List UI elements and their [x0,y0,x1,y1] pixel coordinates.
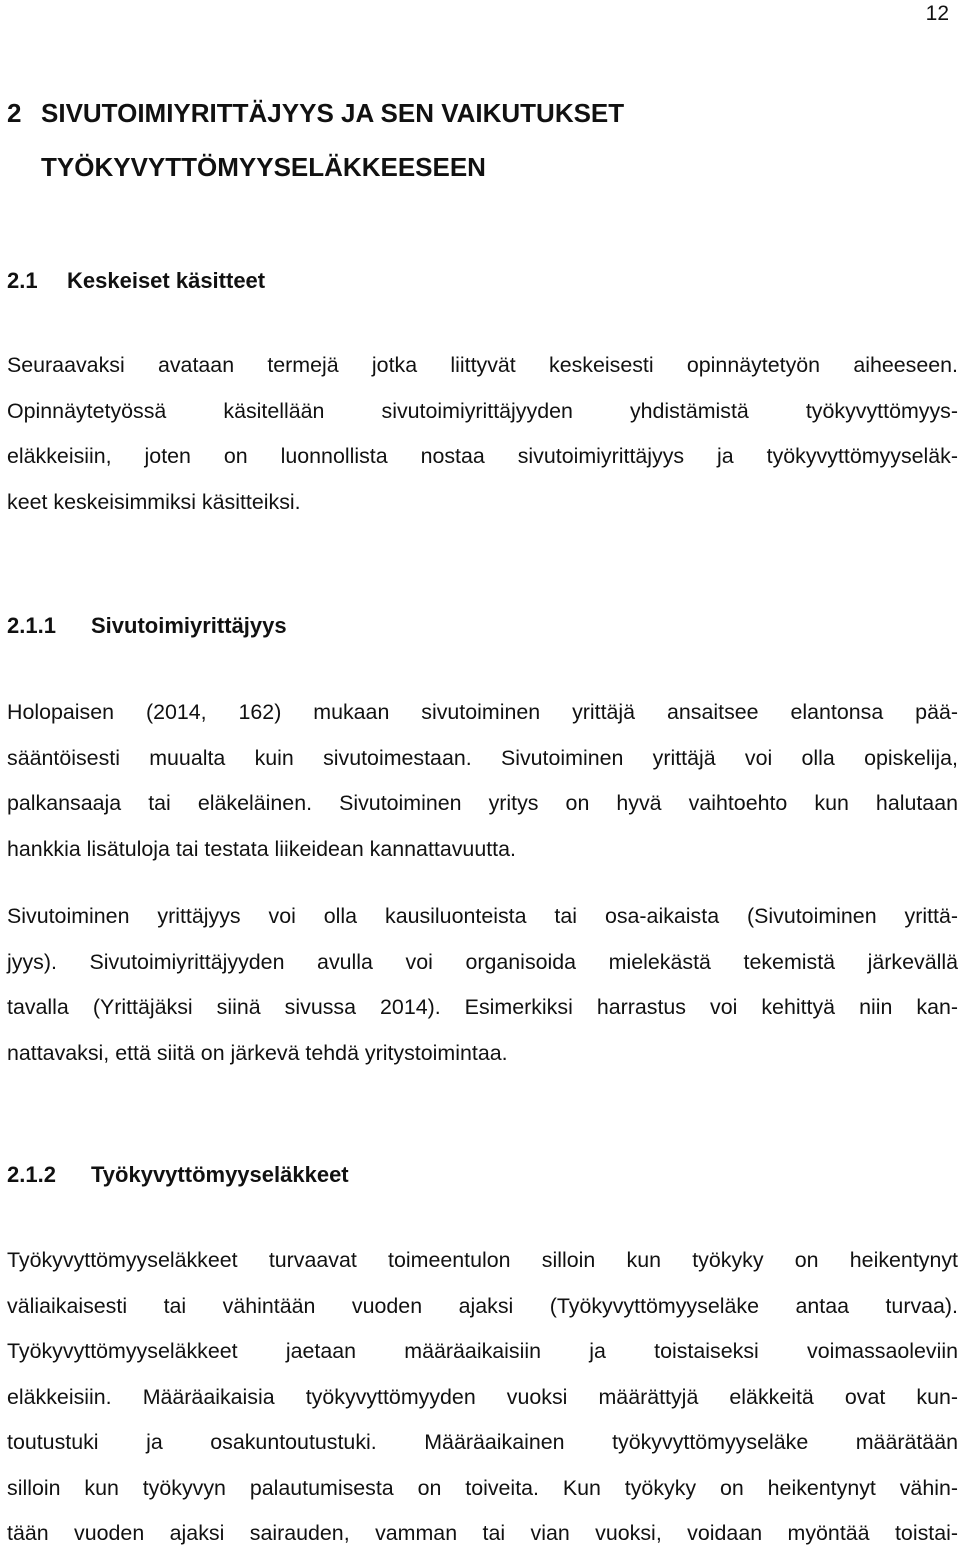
paragraph-line: eläkkeisiin, joten on luonnollista nostaa sivutoimiyrittäjyys ja työkyvyttömyyseläk- [7,444,958,468]
paragraph-line: väliaikaisesti tai vähintään vuoden ajaksi (Työkyvyttömyyseläke antaa turvaa). [7,1293,958,1318]
sivutoimi-paragraph-2 [7,894,958,1076]
page-number: 12 [925,2,949,25]
paragraph-line: sääntöisesti muualta kuin sivutoimestaan. Sivutoiminen yrittäjä voi olla opiskelija, [7,745,958,770]
intro-paragraph [7,343,958,525]
paragraph-line: toutustuki ja osakuntoutustuki. Määräaikainen työkyvyttömyyseläke määrätään [7,1430,958,1454]
subsection-heading-2 [7,1162,349,1188]
paragraph-line: Työkyvyttömyyseläkkeet turvaavat toimeentulon silloin kun työkyky on heikentynyt [7,1248,958,1272]
paragraph-line: Seuraavaksi avataan termejä jotka liittyvät keskeisesti opinnäytetyön aiheeseen. [7,353,958,377]
subsection-title: Työkyvyttömyyseläkkeet [91,1162,349,1187]
paragraph-line: palkansaaja tai eläkeläinen. Sivutoiminen yritys on hyvä vaihtoehto kun halutaan [7,791,958,815]
section-number: 2.1 [7,268,38,293]
tyokyvyttomyys-paragraph [7,1238,958,1557]
paragraph-line: tään vuoden ajaksi sairauden, vamman tai vian vuoksi, voidaan myöntää toistai- [7,1521,958,1545]
section-heading [7,268,265,294]
paragraph-line: nattavaksi, että siitä on järkevä tehdä yritystoimintaa. [7,1040,508,1065]
subsection-number: 2.1.1 [7,613,56,638]
chapter-title-line1: SIVUTOIMIYRITTÄJYYS JA SEN VAIKUTUKSET [41,98,625,128]
paragraph-line: silloin kun työkyvyn palautumisesta on toiveita. Kun työkyky on heikentynyt vähin- [7,1475,958,1500]
subsection-number: 2.1.2 [7,1162,56,1187]
subsection-title: Sivutoimiyrittäjyys [91,613,287,638]
section-title: Keskeiset käsitteet [67,268,266,293]
paragraph-line: eläkkeisiin. Määräaikaisia työkyvyttömyyden vuoksi määrättyjä eläkkeitä ovat kun- [7,1384,958,1409]
paragraph-line: Holopaisen (2014, 162) mukaan sivutoiminen yrittäjä ansaitsee elantonsa pää- [7,700,958,724]
paragraph-line: Työkyvyttömyyseläkkeet jaetaan määräaikaisiin ja toistaiseksi voimassaoleviin [7,1339,958,1363]
paragraph-line: Sivutoiminen yrittäjyys voi olla kausiluonteista tai osa-aikaista (Sivutoiminen yrittä- [7,904,958,928]
paragraph-line: jyys). Sivutoimiyrittäjyyden avulla voi organisoida mielekästä tekemistä järkevällä [7,949,958,974]
chapter-heading [7,86,947,194]
paragraph-line: hankkia lisätuloja tai testata liikeidean kannattavuutta. [7,836,516,861]
chapter-title-line2: TYÖKYVYTTÖMYYSELÄKKEESEEN [41,152,486,182]
subsection-heading-1 [7,613,287,639]
sivutoimi-paragraph-1 [7,690,958,872]
paragraph-line: tavalla (Yrittäjäksi siinä sivussa 2014). Esimerkiksi harrastus voi kehittyä niin kan- [7,995,958,1019]
paragraph-line: Opinnäytetyössä käsitellään sivutoimiyrittäjyyden yhdistämistä työkyvyttömyys- [7,398,958,423]
chapter-number: 2 [7,98,22,128]
paragraph-line: keet keskeisimmiksi käsitteiksi. [7,489,301,514]
